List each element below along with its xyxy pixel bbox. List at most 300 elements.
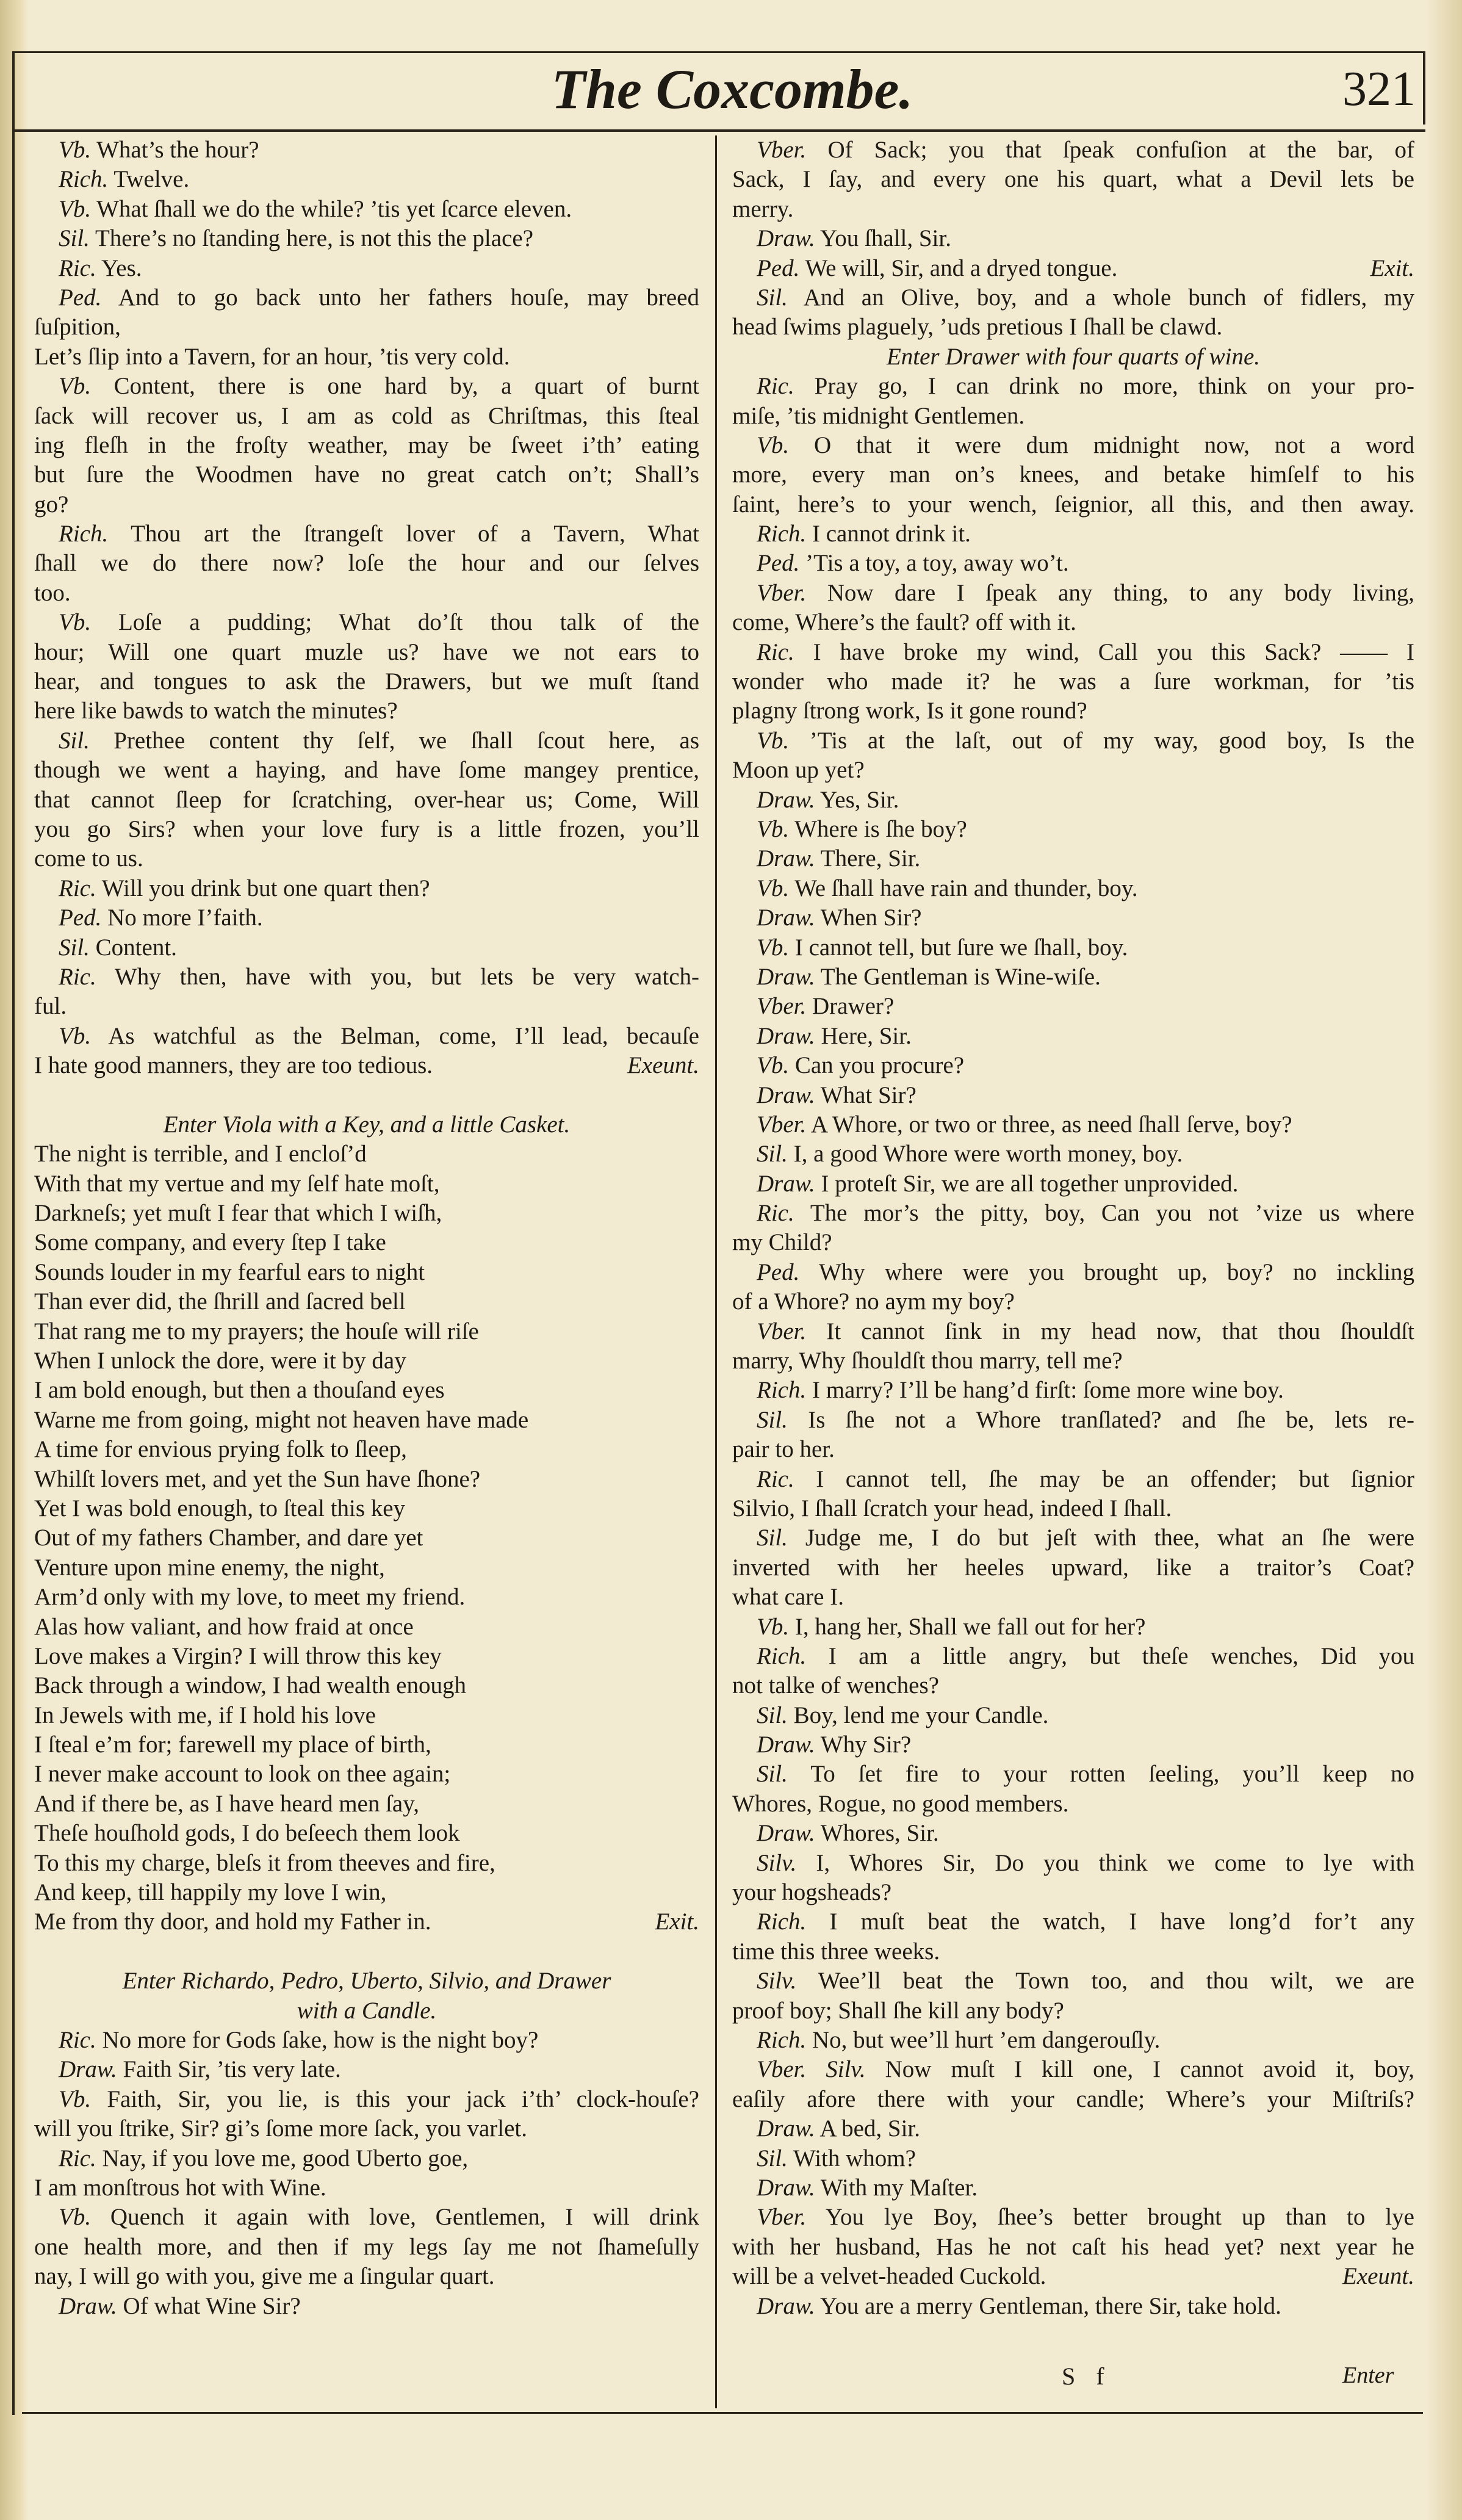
text-line: [732, 1553, 1414, 1583]
speaker-name: Sil.: [59, 727, 90, 754]
dialogue-text: come, Where’s the fault? off with it.: [732, 609, 1076, 636]
dialogue-text: I have broke my wind, Call you this Sack? —— I: [813, 638, 1414, 665]
text-line: [732, 224, 1414, 253]
dialogue-text: one health more, and then if my legs ſay me not ſhameſully: [34, 2233, 699, 2260]
text-line: [732, 1937, 1414, 1966]
text-line: [732, 195, 1414, 224]
text-line: [732, 903, 1414, 933]
text-line: [34, 519, 699, 549]
dialogue-text: Moon up yet?: [732, 757, 865, 784]
dialogue-text: your hogsheads?: [732, 1879, 892, 1906]
text-line: [34, 1465, 699, 1494]
speaker-name: Draw.: [757, 2115, 815, 2142]
dialogue-text: Is ſhe not a Whore tranſlated? and ſhe be, lets re-: [808, 1406, 1414, 1433]
footer-rule: [22, 2412, 1423, 2414]
dialogue-text: When Sir?: [820, 904, 922, 931]
text-line: [34, 1523, 699, 1553]
dialogue-text: Some company, and every ſtep I take: [34, 1229, 386, 1256]
dialogue-text: The mor’s the pitty, boy, Can you not ’vize us where: [810, 1200, 1414, 1227]
dialogue-text: I cannot tell, but ſure we ſhall, boy.: [794, 934, 1128, 961]
page-edge: [1425, 0, 1462, 2520]
text-line: [732, 431, 1414, 460]
text-line: [34, 135, 699, 165]
dialogue-text: Why where were you brought up, boy? no inckling: [818, 1258, 1414, 1285]
speaker-name: Vb.: [59, 373, 92, 400]
stage-direction-text: with a Candle.: [297, 1997, 437, 2024]
text-line: [34, 815, 699, 844]
text-line: [34, 2262, 699, 2291]
dialogue-text: ſhall we do there now? loſe the hour and our ſelves: [34, 550, 699, 577]
dialogue-text: time this three weeks.: [732, 1938, 940, 1965]
text-line: [34, 2292, 699, 2321]
text-line: [732, 135, 1414, 165]
text-line: [34, 1671, 699, 1700]
dialogue-text: that cannot ſleep for ſcratching, over-hear us; Come, Will: [34, 786, 699, 813]
dialogue-text: Content.: [95, 934, 177, 961]
dialogue-text: Alas how valiant, and how fraid at once: [34, 1613, 414, 1640]
dialogue-text: And if there be, as I have heard men ſay,: [34, 1790, 419, 1817]
text-line: [34, 1612, 699, 1642]
frame-corner: [1423, 51, 1425, 125]
speaker-name: Rich.: [757, 1642, 807, 1669]
speaker-name: Vb.: [59, 2085, 92, 2112]
text-line: [34, 2173, 699, 2203]
text-line: [34, 431, 699, 460]
dialogue-text: Will you drink but one quart then?: [101, 875, 430, 901]
text-line: [732, 549, 1414, 578]
dialogue-text: Prethee content thy ſelf, we ſhall ſcout here, as: [113, 727, 699, 754]
dialogue-text: I, Whores Sir, Do you think we come to lye with: [816, 1849, 1414, 1876]
dialogue-text: eaſily afore there with your candle; Where’s your Miſtriſs?: [732, 2085, 1414, 2112]
dialogue-text: Judge me, I do but jeſt with thee, what an ſhe were: [805, 1525, 1414, 1551]
dialogue-text: And to go back unto her fathers houſe, may breed: [118, 284, 699, 311]
text-line: [34, 1139, 699, 1169]
speaker-name: Sil.: [757, 1141, 788, 1168]
dialogue-text: proof boy; Shall ſhe kill any body?: [732, 1997, 1064, 2024]
dialogue-text: Yet I was bold enough, to ſteal this key: [34, 1495, 406, 1522]
text-line: [732, 2055, 1414, 2084]
dialogue-text: There’s no ſtanding here, is not this the place?: [95, 225, 534, 252]
speaker-name: Draw.: [757, 2292, 815, 2319]
dialogue-text: Warne me from going, might not heaven have made: [34, 1406, 529, 1433]
dialogue-text: You are a merry Gentleman, there Sir, take hold.: [820, 2292, 1281, 2319]
speaker-name: Draw.: [757, 786, 815, 813]
dialogue-text: head ſwims plaguely, ’uds pretious I ſhall be clawd.: [732, 314, 1223, 341]
stage-direction-text: Enter Viola with a Key, and a little Casket.: [163, 1111, 571, 1138]
dialogue-text: You ſhall, Sir.: [820, 225, 951, 252]
dialogue-text: Arm’d only with my love, to meet my friend.: [34, 1584, 466, 1611]
dialogue-text: inverted with her heeles upward, like a traitor’s Coat?: [732, 1554, 1414, 1581]
speaker-name: Ped.: [757, 1258, 800, 1285]
text-line: [34, 2233, 699, 2262]
speaker-name: Sil.: [757, 1761, 788, 1788]
dialogue-text: with her husband, Has he not caſt his head yet? next year he: [732, 2233, 1414, 2260]
text-line: [34, 579, 699, 608]
text-line: [34, 962, 699, 992]
speaker-name: Vber.: [757, 579, 807, 606]
running-title: The Coxcombe.: [551, 58, 913, 120]
dialogue-text: Faith, Sir, you lie, is this your jack i’th’ clock-houſe?: [107, 2085, 699, 2112]
text-line: [732, 1760, 1414, 1789]
text-line: [34, 726, 699, 756]
catchword: Enter: [1342, 2363, 1394, 2388]
speaker-name: Ric.: [59, 255, 96, 281]
dialogue-text: And keep, till happily my love I win,: [34, 1879, 387, 1906]
dialogue-text: To this my charge, bleſs it from theeves and fire,: [34, 1849, 495, 1876]
stage-direction: [732, 342, 1414, 372]
dialogue-text: Whores, Sir.: [820, 1820, 939, 1847]
dialogue-text: I hate good manners, they are too tedious.: [34, 1052, 433, 1079]
dialogue-text: You lye Boy, ſhee’s better brought up than to lye: [825, 2204, 1414, 2231]
dialogue-text: I, a good Whore were worth money, boy.: [793, 1141, 1183, 1168]
dialogue-text: It cannot ſink in my head now, that thou ſhouldſt: [826, 1318, 1414, 1345]
dialogue-text: Thou art the ſtrangeſt lover of a Tavern, What: [131, 521, 699, 547]
speaker-name: Ric.: [757, 373, 794, 400]
dialogue-text: ſack will recover us, I am as cold as Chriſtmas, this ſteal: [34, 402, 699, 429]
dialogue-text: I am a little angry, but theſe wenches, Did you: [828, 1642, 1414, 1669]
dialogue-text: Wee’ll beat the Town too, and thou wilt, we are: [818, 1968, 1414, 1995]
text-line: [732, 1228, 1414, 1257]
text-line: [732, 1878, 1414, 1907]
page-number: 321: [1342, 62, 1416, 116]
text-line: [34, 1346, 699, 1376]
speaker-name: Vber.: [757, 2204, 807, 2231]
dialogue-text: I marry? I’ll be hang’d firſt: ſome more wine boy.: [812, 1377, 1284, 1404]
text-line: [732, 2292, 1414, 2321]
dialogue-text: what care I.: [732, 1584, 844, 1611]
dialogue-text: A bed, Sir.: [819, 2115, 921, 2142]
dialogue-text: Love makes a Virgin? I will throw this key: [34, 1642, 442, 1669]
dialogue-text: We will, Sir, and a dryed tongue.: [805, 255, 1118, 281]
dialogue-text: hour; Will one quart muzle us? have we not ears to: [34, 638, 699, 665]
dialogue-text: Content, there is one hard by, a quart of burnt: [113, 373, 699, 400]
speaker-name: Vb.: [59, 2204, 92, 2231]
dialogue-text: No more for Gods ſake, how is the night boy?: [102, 2027, 539, 2053]
text-line: [732, 1789, 1414, 1819]
text-line: [732, 1523, 1414, 1553]
column-divider: [715, 135, 717, 2408]
text-line: [732, 519, 1414, 549]
text-line: [34, 1849, 699, 1878]
text-line: [34, 638, 699, 667]
dialogue-text: hear, and tongues to ask the Drawers, but we muſt ſtand: [34, 668, 699, 695]
exit-direction: Exit.: [655, 1908, 699, 1935]
dialogue-text: Than ever did, the ſhrill and ſacred bell: [34, 1288, 406, 1315]
text-line: [732, 2144, 1414, 2173]
dialogue-text: With my Maſter.: [820, 2174, 978, 2201]
text-line: [34, 224, 699, 253]
stage-direction: [34, 1966, 699, 1996]
speaker-name: Draw.: [757, 1170, 815, 1197]
dialogue-text: Whores, Rogue, no good members.: [732, 1790, 1069, 1817]
dialogue-text: Pray go, I can drink no more, think on your pro-: [814, 373, 1414, 400]
text-line: [732, 1671, 1414, 1700]
text-line: [732, 1139, 1414, 1169]
speaker-name: Rich.: [757, 1377, 807, 1404]
speaker-name: Silv.: [757, 1849, 797, 1876]
text-line: [34, 1022, 699, 1051]
speaker-name: Vb.: [757, 1613, 790, 1640]
text-line: [34, 1435, 699, 1464]
speaker-name: Sil.: [757, 1525, 788, 1551]
text-line: [34, 372, 699, 401]
text-line: [732, 638, 1414, 667]
dialogue-text: miſe, ’tis midnight Gentlemen.: [732, 402, 1025, 429]
text-line: [34, 2144, 699, 2173]
dialogue-text: A Whore, or two or three, as need ſhall ſerve, boy?: [810, 1111, 1292, 1138]
dialogue-text: will be a velvet-headed Cuckold.: [732, 2263, 1046, 2290]
text-line: [34, 1494, 699, 1523]
dialogue-text: ſuſpition,: [34, 314, 121, 341]
speaker-name: Ric.: [757, 1465, 794, 1492]
text-line: [34, 1199, 699, 1228]
text-line: [34, 1051, 699, 1080]
speaker-name: Draw.: [59, 2056, 117, 2083]
text-line: [732, 165, 1414, 194]
dialogue-text: Faith Sir, ’tis very late.: [123, 2056, 341, 2083]
speaker-name: Rich.: [757, 521, 807, 547]
dialogue-text: Now muſt I kill one, I cannot avoid it, boy,: [885, 2056, 1414, 2083]
speaker-name: Ped.: [59, 904, 102, 931]
speaker-name: Rich.: [757, 1908, 807, 1935]
text-line: [34, 1583, 699, 1612]
text-line: [732, 1406, 1414, 1435]
speaker-name: Sil.: [757, 1406, 788, 1433]
right-column: [732, 135, 1414, 2321]
text-line: [732, 283, 1414, 312]
text-line: [34, 667, 699, 696]
text-line: [732, 579, 1414, 608]
dialogue-text: my Child?: [732, 1229, 832, 1256]
dialogue-text: No more I’faith.: [107, 904, 263, 931]
text-line: [732, 1435, 1414, 1464]
dialogue-text: will you ſtrike, Sir? gi’s ſome more ſack, you varlet.: [34, 2115, 527, 2142]
speaker-name: Draw.: [757, 1731, 815, 1758]
dialogue-text: Theſe houſhold gods, I do beſeech them look: [34, 1820, 460, 1847]
dialogue-text: merry.: [732, 195, 794, 222]
speaker-name: Ric.: [59, 2027, 96, 2053]
text-line: [34, 460, 699, 489]
dialogue-text: pair to her.: [732, 1436, 835, 1463]
dialogue-text: Let’s ſlip into a Tavern, for an hour, ’tis very cold.: [34, 343, 510, 370]
text-line: [732, 1612, 1414, 1642]
text-line: [732, 254, 1414, 283]
dialogue-text: Nay, if you love me, good Uberto goe,: [102, 2145, 469, 2172]
text-line: [34, 1081, 699, 1110]
dialogue-text: What ſhall we do the while? ’tis yet ſcarce eleven.: [96, 195, 572, 222]
text-line: [34, 2055, 699, 2084]
dialogue-text: Can you procure?: [794, 1052, 965, 1079]
stage-direction: [34, 1996, 699, 2026]
speaker-name: Sil.: [757, 284, 788, 311]
text-line: [732, 874, 1414, 903]
text-line: [34, 756, 699, 785]
speaker-name: Vb.: [757, 875, 790, 901]
speaker-name: Vb.: [757, 727, 790, 754]
dialogue-text: What Sir?: [820, 1081, 916, 1108]
speaker-name: Ric.: [59, 2145, 96, 2172]
dialogue-text: Why then, have with you, but lets be very watch-: [114, 963, 699, 990]
speaker-name: Vb.: [59, 1022, 92, 1049]
text-line: [732, 608, 1414, 637]
text-line: [732, 2203, 1414, 2232]
text-line: [34, 2114, 699, 2143]
text-line: [732, 2085, 1414, 2114]
text-line: [34, 312, 699, 342]
dialogue-text: I am monſtrous hot with Wine.: [34, 2174, 326, 2201]
dialogue-text: I, hang her, Shall we fall out for her?: [794, 1613, 1146, 1640]
text-line: [732, 1346, 1414, 1376]
dialogue-text: though we went a haying, and have ſome mangey prentice,: [34, 757, 699, 784]
signature-mark: S f: [1062, 2363, 1112, 2390]
text-line: [34, 1228, 699, 1257]
dialogue-text: There, Sir.: [820, 845, 921, 872]
speaker-name: Vb.: [757, 815, 790, 842]
text-line: [34, 1258, 699, 1287]
dialogue-text: I cannot drink it.: [812, 521, 971, 547]
text-line: [732, 756, 1414, 785]
text-line: [732, 1051, 1414, 1080]
text-line: [34, 342, 699, 372]
text-line: [732, 1583, 1414, 1612]
text-line: [732, 1199, 1414, 1228]
text-line: [732, 1317, 1414, 1346]
text-line: [34, 1701, 699, 1730]
dialogue-text: but ſure the Woodmen have no great catch on’t; Shall’s: [34, 461, 699, 488]
speaker-name: Vber.: [757, 1111, 807, 1138]
dialogue-text: I am bold enough, but then a thouſand eyes: [34, 1377, 445, 1404]
text-line: [34, 1937, 699, 1966]
dialogue-text: ing fleſh in the froſty weather, may be ſweet i’th’ eating: [34, 431, 699, 458]
dialogue-text: Why Sir?: [820, 1731, 912, 1758]
dialogue-text: Back through a window, I had wealth enough: [34, 1672, 466, 1699]
dialogue-text: That rang me to my prayers; the houſe will riſe: [34, 1318, 479, 1345]
exit-direction: Exit.: [1370, 255, 1414, 281]
dialogue-text: We ſhall have rain and thunder, boy.: [794, 875, 1138, 901]
text-line: [34, 874, 699, 903]
text-line: [34, 1406, 699, 1435]
stage-direction-text: Enter Drawer with four quarts of wine.: [886, 343, 1261, 370]
dialogue-text: Silvio, I ſhall ſcratch your head, indeed I ſhall.: [732, 1495, 1172, 1522]
dialogue-text: To ſet fire to your rotten ſeeling, you’ll keep no: [810, 1761, 1414, 1788]
speaker-name: Vb.: [59, 195, 92, 222]
stage-direction-text: Enter Richardo, Pedro, Uberto, Silvio, and Drawer: [122, 1968, 611, 1995]
text-line: [34, 2026, 699, 2055]
text-line: [34, 402, 699, 431]
text-line: [34, 195, 699, 224]
text-line: [732, 785, 1414, 815]
dialogue-text: I never make account to look on thee again;: [34, 1761, 451, 1788]
dialogue-text: Now dare I ſpeak any thing, to any body living,: [827, 579, 1414, 606]
dialogue-text: ’Tis at the laſt, out of my way, good boy, Is the: [809, 727, 1414, 754]
dialogue-text: Of what Wine Sir?: [123, 2292, 301, 2319]
dialogue-text: here like bawds to watch the minutes?: [34, 698, 398, 724]
text-line: [732, 1642, 1414, 1671]
text-line: [34, 549, 699, 578]
text-line: [732, 312, 1414, 342]
text-line: [732, 2026, 1414, 2055]
dialogue-text: When I unlock the dore, were it by day: [34, 1348, 406, 1374]
text-line: [34, 2085, 699, 2114]
dialogue-text: As watchful as the Belman, come, I’ll lead, becauſe: [108, 1022, 699, 1049]
speaker-name: Ric.: [757, 1200, 794, 1227]
text-line: [732, 1465, 1414, 1494]
text-line: [34, 785, 699, 815]
text-line: [732, 1966, 1414, 1996]
exit-direction: Exeunt.: [627, 1052, 699, 1079]
text-line: [732, 490, 1414, 519]
text-line: [732, 962, 1414, 992]
speaker-name: Ped.: [59, 284, 102, 311]
speaker-name: Ric.: [59, 875, 96, 901]
text-line: [34, 283, 699, 312]
text-line: [732, 1819, 1414, 1848]
text-line: [34, 696, 699, 726]
speaker-name: Draw.: [757, 2174, 815, 2201]
dialogue-text: I cannot tell, ſhe may be an offender; but ſignior: [816, 1465, 1414, 1492]
text-line: [34, 2203, 699, 2232]
dialogue-text: ſaint, here’s to your wench, ſeignior, all this, and then away.: [732, 491, 1414, 518]
text-line: [732, 2173, 1414, 2203]
text-line: [34, 1789, 699, 1819]
dialogue-text: I proteſt Sir, we are all together unprovided.: [821, 1170, 1239, 1197]
text-line: [732, 992, 1414, 1021]
speaker-name: Vb.: [757, 934, 790, 961]
text-line: [732, 1907, 1414, 1937]
dialogue-text: Twelve.: [113, 166, 190, 193]
stage-direction: [34, 1110, 699, 1139]
dialogue-text: With that my vertue and my ſelf hate moſt,: [34, 1170, 440, 1197]
dialogue-text: And an Olive, boy, and a whole bunch of fidlers, my: [803, 284, 1414, 311]
text-line: [732, 726, 1414, 756]
dialogue-text: Yes.: [101, 255, 142, 281]
speaker-name: Draw.: [757, 1820, 815, 1847]
speaker-name: Draw.: [757, 845, 815, 872]
dialogue-text: I ſteal e’m for; farewell my place of birth,: [34, 1731, 431, 1758]
dialogue-text: Venture upon mine enemy, the night,: [34, 1554, 385, 1581]
dialogue-text: Boy, lend me your Candle.: [793, 1702, 1049, 1728]
dialogue-text: Drawer?: [812, 993, 895, 1020]
text-line: [34, 992, 699, 1021]
speaker-name: Ric.: [59, 963, 96, 990]
dialogue-text: nay, I will go with you, give me a ſingular quart.: [34, 2263, 495, 2290]
dialogue-text: Whilſt lovers met, and yet the Sun have ſhone?: [34, 1465, 481, 1492]
speaker-name: Vber.: [757, 137, 807, 163]
dialogue-text: A time for envious prying folk to ſleep,: [34, 1436, 407, 1463]
text-line: [732, 1169, 1414, 1199]
header-rule: [12, 129, 1425, 132]
text-line: [732, 1494, 1414, 1523]
text-line: [34, 608, 699, 637]
text-line: [34, 1553, 699, 1583]
dialogue-text: I muſt beat the watch, I have long’d for’t any: [829, 1908, 1414, 1935]
speaker-name: Draw.: [757, 904, 815, 931]
text-line: [732, 933, 1414, 962]
speaker-name: Ped.: [757, 550, 800, 577]
dialogue-text: more, every man on’s knees, and betake himſelf to his: [732, 461, 1414, 488]
speaker-name: Draw.: [757, 225, 815, 252]
speaker-name: Sil.: [757, 1702, 788, 1728]
text-line: [34, 1760, 699, 1789]
dialogue-text: plagny ſtrong work, Is it gone round?: [732, 698, 1087, 724]
speaker-name: Vber. Silv.: [757, 2056, 866, 2083]
speaker-name: Rich.: [757, 2027, 807, 2053]
dialogue-text: ’Tis a toy, a toy, away wo’t.: [805, 550, 1069, 577]
text-line: [34, 490, 699, 519]
speaker-name: Vber.: [757, 1318, 807, 1345]
text-line: [732, 1701, 1414, 1730]
dialogue-text: too.: [34, 579, 71, 606]
